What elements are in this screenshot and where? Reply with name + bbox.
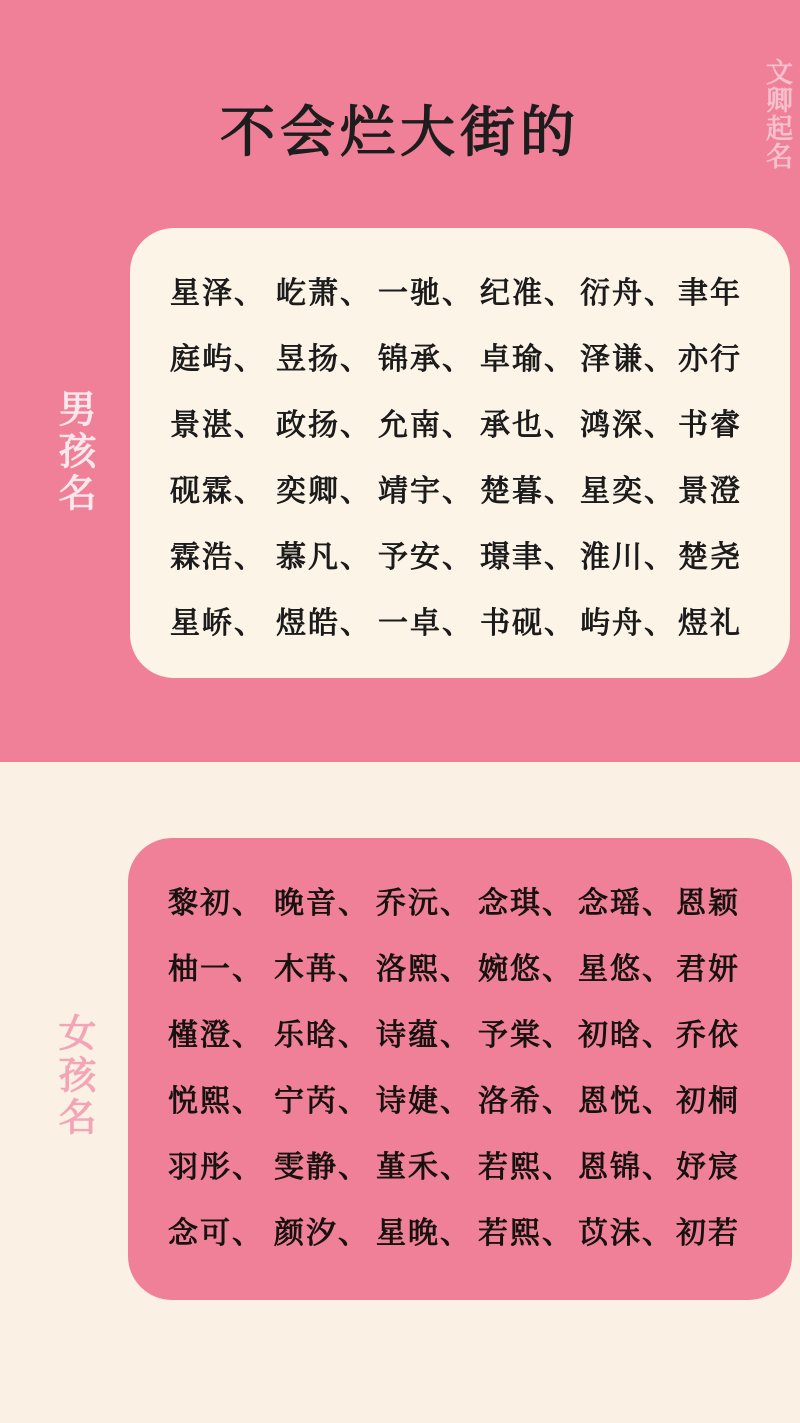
list-item: 若熙、 xyxy=(478,1217,574,1250)
list-item: 苡沫、 xyxy=(578,1217,674,1250)
list-item: 恩颖 xyxy=(676,887,740,920)
list-item: 星峤、 xyxy=(170,607,266,640)
list-item: 聿年 xyxy=(678,277,742,310)
list-item: 鸿深、 xyxy=(580,409,676,442)
list-item: 政扬、 xyxy=(276,409,372,442)
list-item: 乐晗、 xyxy=(274,1019,370,1052)
list-item: 恩锦、 xyxy=(578,1151,674,1184)
list-item: 允南、 xyxy=(378,409,474,442)
list-item: 予安、 xyxy=(378,541,474,574)
list-item: 锦承、 xyxy=(378,343,474,376)
list-item: 羽彤、 xyxy=(168,1151,264,1184)
list-item: 煜皓、 xyxy=(276,607,372,640)
list-item: 煜礼 xyxy=(678,607,742,640)
list-item: 槿澄、 xyxy=(168,1019,264,1052)
list-item: 颜汐、 xyxy=(274,1217,370,1250)
list-item: 念琪、 xyxy=(478,887,574,920)
list-item: 宁芮、 xyxy=(274,1085,370,1118)
list-item: 慕凡、 xyxy=(276,541,372,574)
list-item: 景湛、 xyxy=(170,409,266,442)
page-title: 不会烂大街的 xyxy=(219,102,580,163)
list-item: 一卓、 xyxy=(378,607,474,640)
list-item: 悦熙、 xyxy=(168,1085,264,1118)
list-item: 楚暮、 xyxy=(480,475,576,508)
list-item: 初桐 xyxy=(676,1085,740,1118)
list-item: 念可、 xyxy=(168,1217,264,1250)
list-item: 若熙、 xyxy=(478,1151,574,1184)
section-label-boys: 男孩名 xyxy=(52,389,94,515)
list-item: 昱扬、 xyxy=(276,343,372,376)
list-item: 婉悠、 xyxy=(478,953,574,986)
list-item: 木苒、 xyxy=(274,953,370,986)
list-item: 砚霖、 xyxy=(170,475,266,508)
list-item: 泽谦、 xyxy=(580,343,676,376)
list-item: 星悠、 xyxy=(578,953,674,986)
list-item: 衍舟、 xyxy=(580,277,676,310)
brand-watermark: 文卿起名 xyxy=(762,58,792,170)
list-item: 妤宸 xyxy=(676,1151,740,1184)
list-item: 诗婕、 xyxy=(376,1085,472,1118)
list-item: 念瑶、 xyxy=(578,887,674,920)
list-item: 靖宇、 xyxy=(378,475,474,508)
list-item: 初晗、 xyxy=(578,1019,674,1052)
list-item: 书砚、 xyxy=(480,607,576,640)
list-item: 楚尧 xyxy=(678,541,742,574)
girls-names-grid xyxy=(154,878,766,1252)
list-item: 柚一、 xyxy=(168,953,264,986)
list-item: 晚音、 xyxy=(274,887,370,920)
list-item: 乔依 xyxy=(676,1019,740,1052)
list-item: 星泽、 xyxy=(170,277,266,310)
list-item: 君妍 xyxy=(676,953,740,986)
list-item: 诗蕴、 xyxy=(376,1019,472,1052)
boys-names-card xyxy=(130,228,790,678)
boys-names-grid xyxy=(156,268,764,642)
section-label-girls: 女孩名 xyxy=(52,1013,94,1139)
list-item: 洛希、 xyxy=(478,1085,574,1118)
list-item: 初若 xyxy=(676,1217,740,1250)
list-item: 霖浩、 xyxy=(170,541,266,574)
list-item: 亦行 xyxy=(678,343,742,376)
list-item: 星晚、 xyxy=(376,1217,472,1250)
list-item: 淮川、 xyxy=(580,541,676,574)
list-item: 洛熙、 xyxy=(376,953,472,986)
list-item: 景澄 xyxy=(678,475,742,508)
list-item: 奕卿、 xyxy=(276,475,372,508)
list-item: 屿舟、 xyxy=(580,607,676,640)
list-item: 恩悦、 xyxy=(578,1085,674,1118)
list-item: 乔沅、 xyxy=(376,887,472,920)
list-item: 承也、 xyxy=(480,409,576,442)
list-item: 星奕、 xyxy=(580,475,676,508)
list-item: 纪准、 xyxy=(480,277,576,310)
list-item: 黎初、 xyxy=(168,887,264,920)
list-item: 予棠、 xyxy=(478,1019,574,1052)
girls-names-card xyxy=(128,838,792,1300)
list-item: 璟聿、 xyxy=(480,541,576,574)
list-item: 堇禾、 xyxy=(376,1151,472,1184)
list-item: 屹萧、 xyxy=(276,277,372,310)
list-item: 庭屿、 xyxy=(170,343,266,376)
list-item: 一驰、 xyxy=(378,277,474,310)
list-item: 雯静、 xyxy=(274,1151,370,1184)
list-item: 卓瑜、 xyxy=(480,343,576,376)
list-item: 书睿 xyxy=(678,409,742,442)
